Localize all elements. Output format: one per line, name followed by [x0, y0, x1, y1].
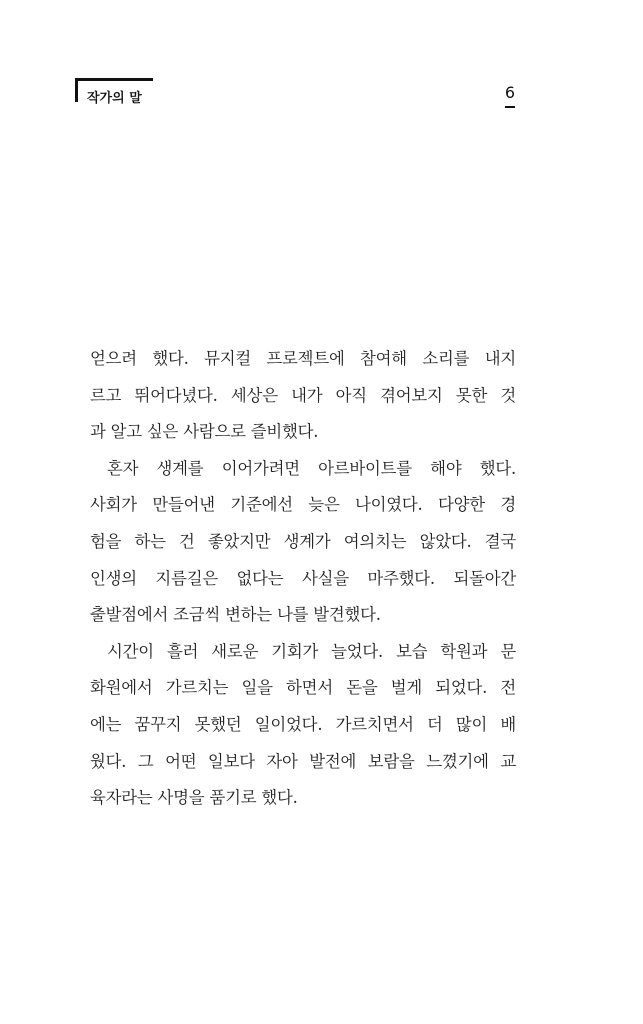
body-line: 육자라는 사명을 품기로 했다.: [90, 788, 298, 808]
body-line: 에는 꿈꾸지 못했던 일이었다. 가르치면서 더 많이 배: [90, 714, 516, 734]
body-line: 혼자 생계를 이어가려면 아르바이트를 해야 했다.: [107, 458, 516, 478]
body-line: 험을 하는 건 좋았지만 생계가 여의치는 않았다. 결국: [90, 531, 516, 551]
body-line: 르고 뛰어다녔다. 세상은 내가 아직 겪어보지 못한 것: [90, 385, 516, 405]
body-line: 웠다. 그 어떤 일보다 자아 발전에 보람을 느꼈기에 교: [90, 751, 516, 771]
body-line: 인생의 지름길은 없다는 사실을 마주했다. 되돌아간: [90, 568, 516, 588]
body-line: 사회가 만들어낸 기준에선 늦은 나이였다. 다양한 경: [90, 495, 516, 515]
page-header: [75, 78, 515, 114]
section-title: 작가의 말: [87, 91, 142, 106]
body-text: [90, 341, 516, 817]
body-line: 시간이 흘러 새로운 기회가 늘었다. 보습 학원과 문: [107, 641, 516, 661]
page-number-underline: [505, 106, 515, 108]
page-number: 6: [504, 83, 515, 102]
body-line: 화원에서 가르치는 일을 하면서 돈을 벌게 되었다. 전: [90, 678, 516, 698]
section-title-rule: [75, 78, 153, 81]
body-line: 출발점에서 조금씩 변하는 나를 발견했다.: [90, 605, 381, 625]
body-line: 얻으려 했다. 뮤지컬 프로젝트에 참여해 소리를 내지: [90, 349, 516, 368]
body-line: 과 알고 싶은 사람으로 즐비했다.: [90, 422, 319, 442]
section-title-bar: [75, 78, 78, 102]
